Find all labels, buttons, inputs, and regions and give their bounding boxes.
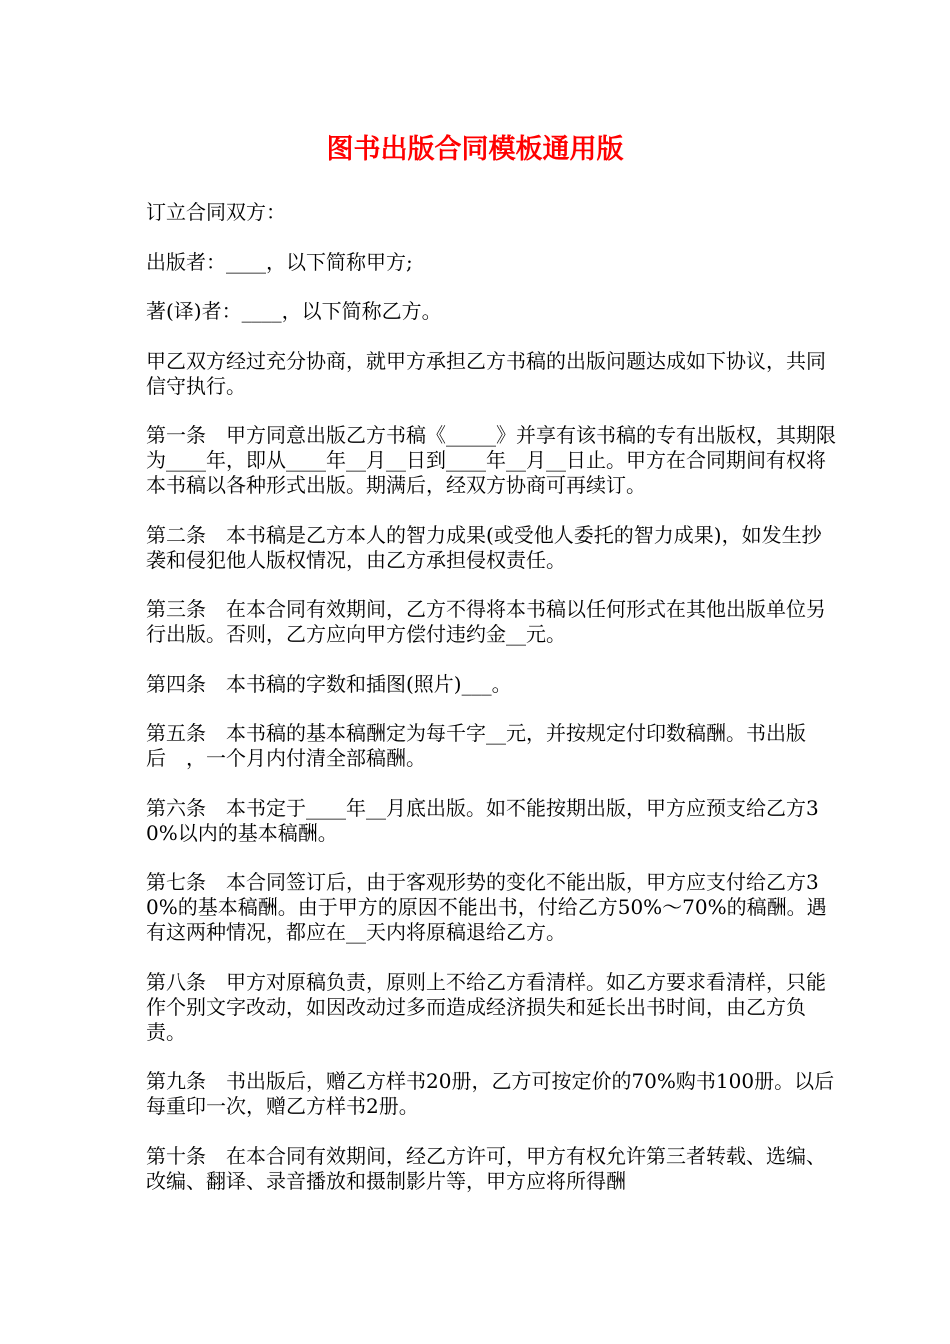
paragraph-article-4: 第四条 本书稿的字数和插图(照片)___。 bbox=[146, 671, 512, 696]
paragraph-preamble: 甲乙双方经过充分协商，就甲方承担乙方书稿的出版问题达成如下协议，共同信守执行。 bbox=[146, 348, 826, 398]
paragraph-article-9: 第九条 书出版后，赠乙方样书20册，乙方可按定价的70%购书100册。以后每重印一次，赠乙方样书2册。 bbox=[146, 1069, 835, 1118]
document-body bbox=[146, 200, 836, 1218]
paragraph-article-5: 第五条 本书稿的基本稿酬定为每千字__元，并按规定付印数稿酬。书出版后 ，一个月内付清全部稿酬。 bbox=[146, 721, 806, 770]
paragraph-article-1: 第一条 甲方同意出版乙方书稿《_____》并享有该书稿的专有出版权，其期限为____年，即从____年__月__日到____年__月__日止。甲方在合同期间有权将本书稿以各种形式出版。期满后，经双方协商可再续订。 bbox=[146, 423, 836, 497]
paragraph-article-6: 第六条 本书定于____年__月底出版。如不能按期出版，甲方应预支给乙方30%以内的基本稿酬。 bbox=[146, 795, 819, 845]
paragraph-article-10: 第十条 在本合同有效期间，经乙方许可，甲方有权允许第三者转载、选编、改编、翻译、录音播放和摄制影片等，甲方应将所得酬 bbox=[146, 1143, 826, 1193]
paragraph-article-8: 第八条 甲方对原稿负责，原则上不给乙方看清样。如乙方要求看清样，只能作个别文字改动，如因改动过多而造成经济损失和延长出书时间，由乙方负责。 bbox=[146, 969, 826, 1044]
document-title: 图书出版合同模板通用版 bbox=[326, 134, 624, 165]
paragraph-article-7: 第七条 本合同签订后，由于客观形势的变化不能出版，甲方应支付给乙方30%的基本稿酬。由于甲方的原因不能出书，付给乙方50%～70%的稿酬。遇有这两种情况，都应在__天内将原稿退给乙方。 bbox=[146, 870, 827, 944]
paragraph-parties-heading: 订立合同双方： bbox=[146, 200, 286, 224]
paragraph-article-3: 第三条 在本合同有效期间，乙方不得将本书稿以任何形式在其他出版单位另行出版。否则，乙方应向甲方偿付违约金__元。 bbox=[146, 597, 826, 646]
paragraph-article-2: 第二条 本书稿是乙方本人的智力成果(或受他人委托的智力成果)，如发生抄袭和侵犯他人版权情况，由乙方承担侵权责任。 bbox=[146, 522, 822, 572]
paragraph-publisher: 出版者：____，以下简称甲方; bbox=[146, 249, 413, 274]
paragraph-author: 著(译)者：____，以下简称乙方。 bbox=[146, 299, 442, 323]
